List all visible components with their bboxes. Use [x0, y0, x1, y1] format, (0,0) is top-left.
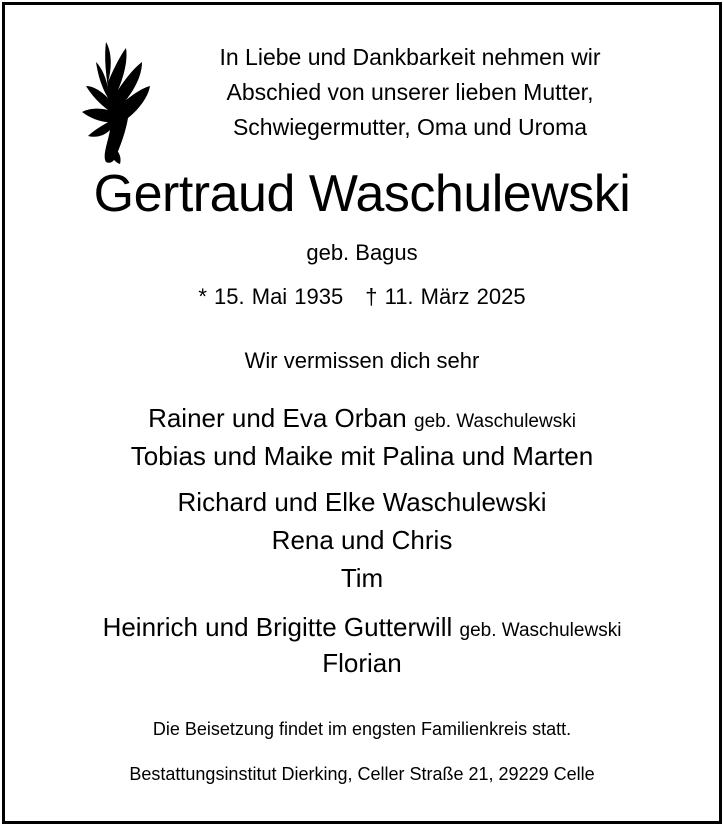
family-names: Rainer und Eva Orban	[148, 403, 407, 433]
family-line	[0, 484, 724, 520]
life-dates	[0, 282, 724, 312]
deceased-name: Gertraud Waschulewski	[93, 165, 631, 223]
family-names: Heinrich und Brigitte Gutterwill	[102, 612, 453, 642]
death-date: † 11. März 2025	[365, 284, 526, 309]
family-line	[0, 522, 724, 558]
birth-name: geb. Bagus	[306, 240, 418, 265]
family-line	[0, 560, 724, 596]
family-line	[0, 400, 724, 440]
family-note: geb. Waschulewski	[459, 620, 622, 641]
undertaker-address: Bestattungsinstitut Dierking, Celler Straße 21, 29229 Celle	[129, 764, 595, 784]
family-names: Rena und Chris	[271, 525, 453, 555]
antler-icon	[68, 38, 168, 168]
family-note: geb. Waschulewski	[414, 411, 576, 432]
family-names: Tim	[340, 563, 384, 593]
message: Wir vermissen dich sehr	[244, 348, 480, 373]
family-line	[0, 645, 724, 681]
intro-line: In Liebe und Dankbarkeit nehmen wir	[219, 44, 601, 70]
intro-line: Schwiegermutter, Oma und Uroma	[232, 114, 588, 140]
family-names: Richard und Elke Waschulewski	[177, 487, 547, 517]
family-line	[0, 609, 724, 649]
family-line	[0, 438, 724, 474]
family-names: Tobias und Maike mit Palina und Marten	[130, 441, 594, 471]
intro-line: Abschied von unserer lieben Mutter,	[226, 79, 594, 105]
family-names: Florian	[322, 648, 402, 678]
intro-text	[170, 40, 650, 145]
birth-date: * 15. Mai 1935	[198, 284, 344, 309]
funeral-notice: Die Beisetzung findet im engsten Familienkreis statt.	[152, 719, 572, 739]
